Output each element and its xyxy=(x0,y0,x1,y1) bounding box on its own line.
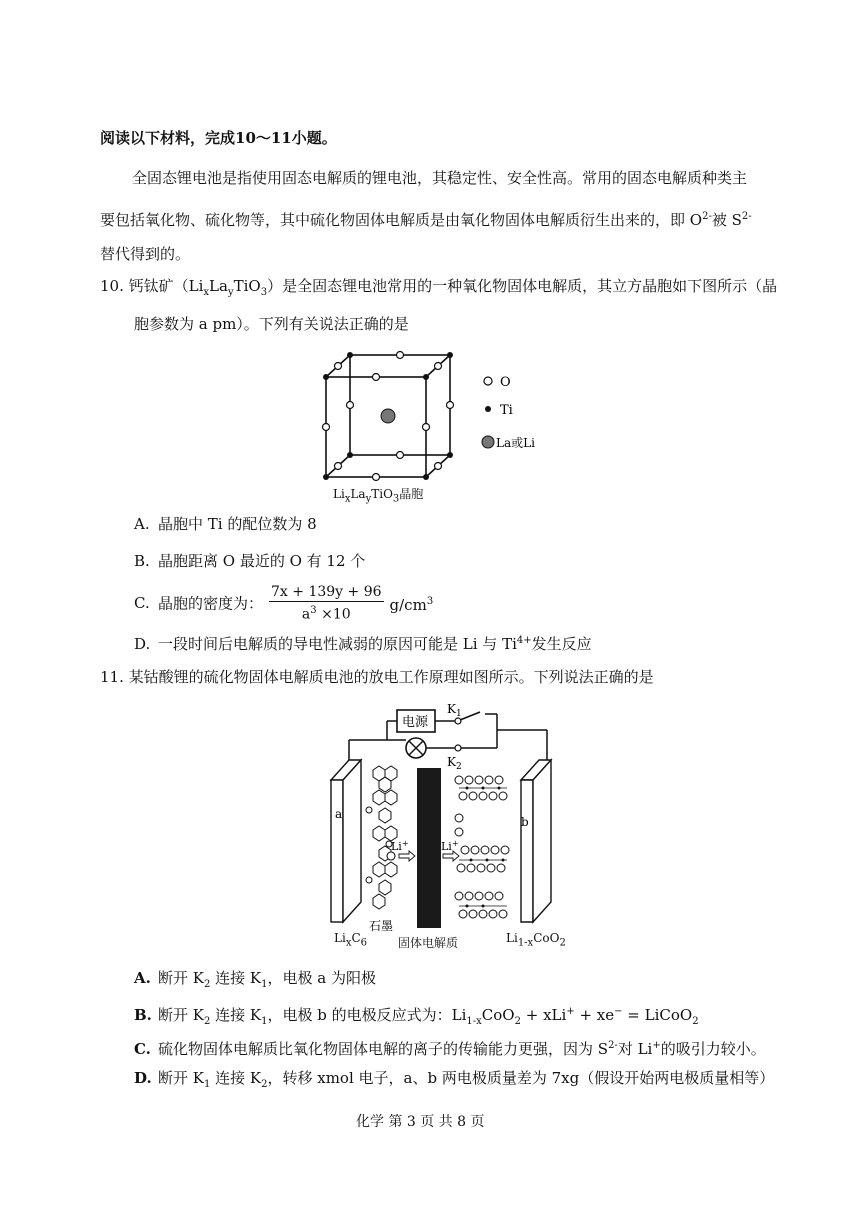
q10-stem-line-2: 胞参数为 a pm）。下列有关说法正确的是 xyxy=(134,315,409,333)
q11-option-b: B. 断开 $K_2$ 连接 $K_1$，电极 b 的电极反应式为：$Li_{1-x}CoO_2 + xLi^+ + xe^-$ = LiCoO$_2$ xyxy=(134,1006,699,1027)
q11-option-a: A. 断开 $K_2$ 连接 $K_1$，电极 a 为阳极 xyxy=(134,969,376,990)
power-source-label: 电源 xyxy=(402,715,429,730)
li-ion-left-label: Li+ xyxy=(391,839,409,853)
li-ion-right-label: Li+ xyxy=(441,839,459,853)
q10-stem-line-1: 10. 钙钛矿$(Li_xLa_yTiO_3)$是全固态锂电池常用的一种氧化物固体电解质，其立方晶胞如下图所示（晶 xyxy=(100,277,778,298)
passage-line-3: 替代得到的。 xyxy=(100,245,191,263)
cathode-caption: $Li_{1-x}CoO_2$ xyxy=(506,931,566,949)
legend-oxygen-label: O xyxy=(500,375,511,390)
passage-line-2: 要包括氧化物、硫化物等，其中硫化物固体电解质是由氧化物固体电解质衍生出来的，即 $O^{2-}$被 $S^{2-}$ xyxy=(100,211,752,229)
q10-option-a: A. 晶胞中 Ti 的配位数为 8 xyxy=(134,515,317,533)
legend-la-li-label: La或Li xyxy=(496,436,535,450)
q11-option-d: D. 断开 $K_1$ 连接 $K_2$，转移 xmol 电子，a、b 两电极质量差为 7xg（假设开始两电极质量相等） xyxy=(134,1069,775,1090)
reading-instruction: 阅读以下材料，完成10～11小题。 xyxy=(100,129,337,147)
q11-option-c: C. 硫化物固体电解质比氧化物固体电解的离子的传输能力更强，因为 $S^{2-}$对 Li+的吸引力较小。 xyxy=(134,1040,766,1058)
unit-cell-caption: $Li_xLa_yTiO_3$晶胞 xyxy=(333,487,424,505)
perovskite-unit-cell-figure xyxy=(310,345,560,505)
anode-caption: $Li_xC_6$ xyxy=(334,931,368,949)
switch-k2-label: $K_2$ xyxy=(447,755,462,772)
q11-stem: 11. 某钴酸锂的硫化物固体电解质电池的放电工作原理如图所示。下列说法正确的是 xyxy=(100,668,654,686)
page-footer: 化学 第 3 页 共 8 页 xyxy=(356,1114,485,1130)
q10-option-d: D. 一段时间后电解质的导电性减弱的原因可能是 Li 与 $Ti^{4+}$发生反应 xyxy=(134,635,592,653)
graphite-label: 石墨 xyxy=(369,919,394,933)
switch-k1-label: $K_1$ xyxy=(447,702,462,719)
electrolyte-caption: 固体电解质 xyxy=(398,936,459,950)
electrode-a-label: a xyxy=(335,807,343,821)
q10-option-b: B. 晶胞距离 O 最近的 O 有 12 个 xyxy=(134,552,366,570)
density-fraction: $\frac{7x + 139y + 96}{a^3 \times 10}$ xyxy=(271,584,382,623)
q10-option-c: C. 晶胞的密度为： $\frac{7x + 139y + 96}{a^3 \times 10}$ $g/cm^3$ xyxy=(134,584,434,623)
battery-diagram xyxy=(325,700,575,950)
legend-titanium-label: Ti xyxy=(500,403,513,418)
passage-line-1: 全固态锂电池是指使用固态电解质的锂电池，其稳定性、安全性高。常用的固态电解质种类主 xyxy=(132,169,748,187)
electrode-b-label: b xyxy=(521,815,529,829)
